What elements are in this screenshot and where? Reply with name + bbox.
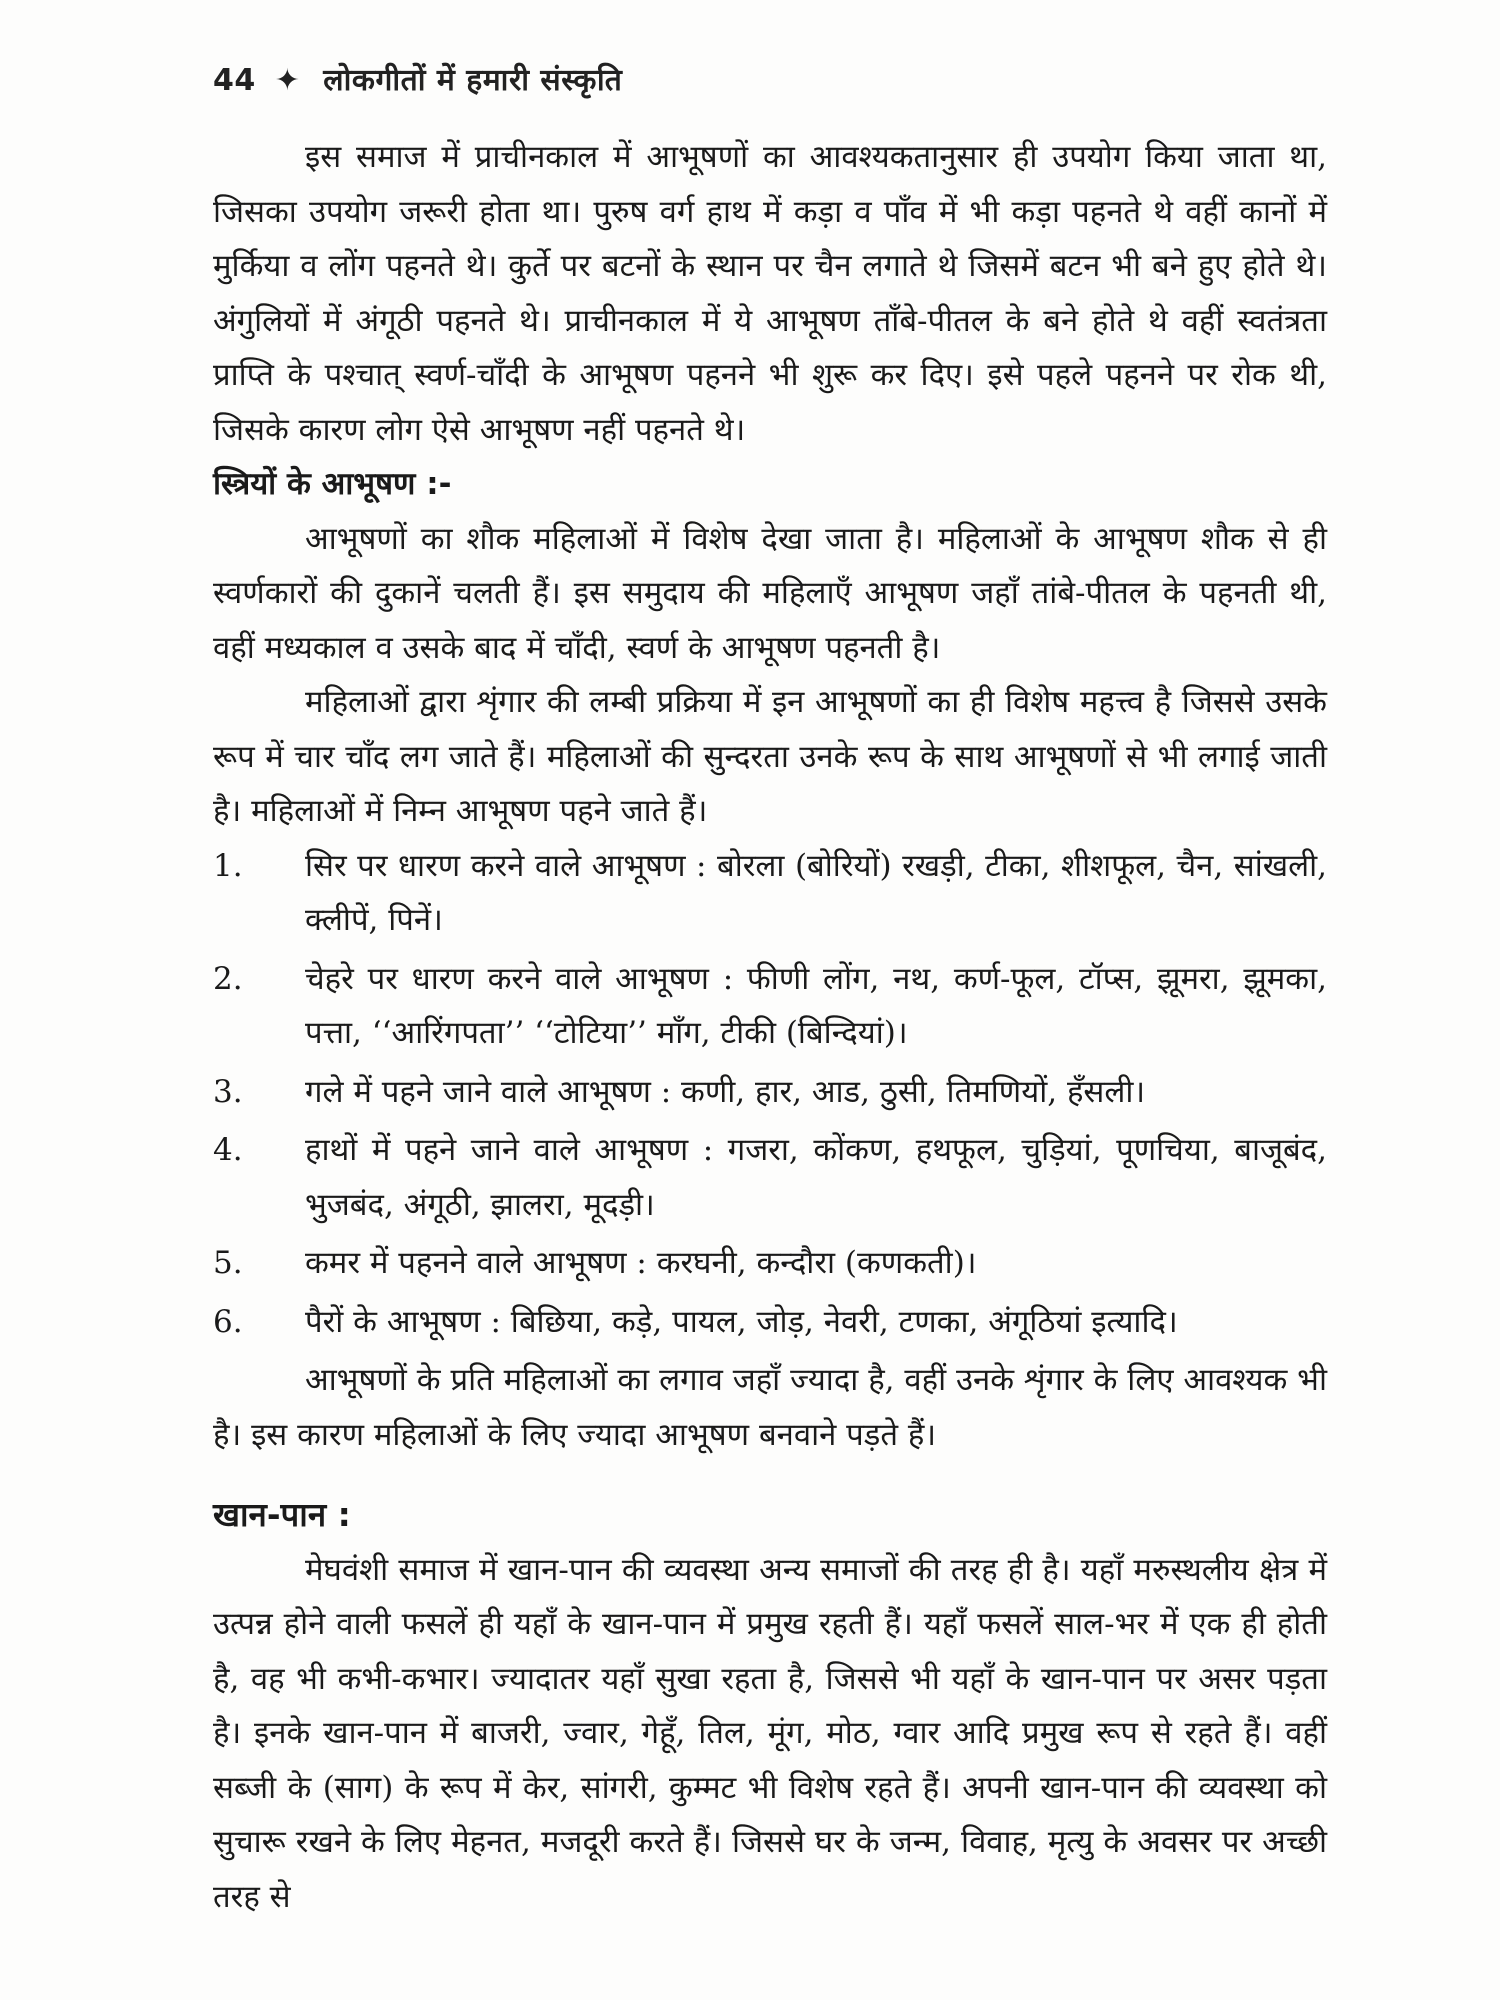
list-item-text: पैरों के आभूषण : बिछिया, कड़े, पायल, जोड़, नेवरी, टणका, अंगूठियां इत्यादि।: [305, 1303, 1178, 1340]
list-item: [213, 1065, 1327, 1120]
list-item: [213, 1236, 1327, 1291]
list-item-number: 4.: [213, 1132, 243, 1168]
heading-women-ornaments: स्त्रियों के आभूषण :-: [213, 466, 452, 502]
list-item-number: 2.: [213, 960, 243, 997]
list-item-text: चेहरे पर धारण करने वाले आभूषण : फीणी लोंग, नथ, कर्ण-फूल, टॉप्स, झूमरा, झूमका, पत्ता, ‘‘आरिंगपता’’ ‘‘टोटिया’’ माँग, टीकी (बिन्दियां)।: [305, 960, 1327, 1051]
list-item: [213, 1295, 1327, 1350]
intro-paragraph: इस समाज में प्राचीनकाल में आभूषणों का आवश्यकतानुसार ही उपयोग किया जाता था, जिसका उपयोग जरूरी होता था। पुरुष वर्ग हाथ में कड़ा व पाँव में भी कड़ा पहनते थे वहीं कानों में मुर्किया व लोंग पहनते थे। कुर्ते पर बटनों के स्थान पर चैन लगाते थे जिसमें बटन भी बने हुए होते थे। अंगुलियों में अंगूठी पहनते थे। प्राचीनकाल में ये आभूषण ताँबे-पीतल के बने होते थे वहीं स्वतंत्रता प्राप्ति के पश्चात् स्वर्ण-चाँदी के आभूषण पहनने भी शुरू कर दिए। इसे पहले पहनने पर रोक थी, जिसके कारण लोग ऐसे आभूषण नहीं पहनते थे।: [213, 139, 1327, 448]
ornament-list: [213, 839, 1327, 1350]
list-item: [213, 1123, 1327, 1232]
heading-food: खान-पान :: [213, 1495, 351, 1534]
women-paragraph-1: आभूषणों का शौक महिलाओं में विशेष देखा जाता है। महिलाओं के आभूषण शौक से ही स्वर्णकारों की दुकानें चलती हैं। इस समुदाय की महिलाएँ आभूषण जहाँ तांबे-पीतल के पहनती थी, वहीं मध्यकाल व उसके बाद में चाँदी, स्वर्ण के आभूषण पहनती है।: [213, 520, 1327, 666]
page-body: [213, 130, 1327, 1924]
list-item-text: सिर पर धारण करने वाले आभूषण : बोरला (बोरियों) रखड़ी, टीका, शीशफूल, चैन, सांखली, क्लीपें, पिनें।: [305, 847, 1327, 938]
list-item-number: 3.: [213, 1073, 243, 1110]
book-title: लोकगीतों में हमारी संस्कृति: [323, 63, 623, 98]
list-item-text: हाथों में पहने जाने वाले आभूषण : गजरा, कोंकण, हथफूल, चुड़ियां, पूणचिया, बाजूबंद, भुजबंद, अंगूठी, झालरा, मूदड़ी।: [305, 1132, 1327, 1223]
list-item-number: 5.: [213, 1245, 243, 1281]
women-paragraph-3: आभूषणों के प्रति महिलाओं का लगाव जहाँ ज्यादा है, वहीं उनके शृंगार के लिए आवश्यक भी है। इस कारण महिलाओं के लिए ज्यादा आभूषण बनवाने पड़ते हैं।: [213, 1362, 1327, 1453]
list-item-text: गले में पहने जाने वाले आभूषण : कणी, हार, आड, ठुसी, तिमणियों, हँसली।: [305, 1073, 1146, 1110]
list-item-number: 1.: [213, 847, 243, 884]
women-paragraph-2: महिलाओं द्वारा शृंगार की लम्बी प्रक्रिया में इन आभूषणों का ही विशेष महत्त्व है जिससे उसके रूप में चार चाँद लग जाते हैं। महिलाओं की सुन्दरता उनके रूप के साथ आभूषणों से भी लगाई जाती है। महिलाओं में निम्न आभूषण पहने जाते हैं।: [213, 684, 1327, 829]
list-item: [213, 839, 1327, 948]
running-header: [213, 58, 622, 99]
food-paragraph-1: मेघवंशी समाज में खान-पान की व्यवस्था अन्य समाजों की तरह ही है। यहाँ मरुस्थलीय क्षेत्र में उत्पन्न होने वाली फसलें ही यहाँ के खान-पान में प्रमुख रहती हैं। यहाँ फसलें साल-भर में एक ही होती है, वह भी कभी-कभार। ज्यादातर यहाँ सुखा रहता है, जिससे भी यहाँ के खान-पान पर असर पड़ता है। इनके खान-पान में बाजरी, ज्वार, गेहूँ, तिल, मूंग, मोठ, ग्वार आदि प्रमुख रूप से रहते हैं। वहीं सब्जी के (साग) के रूप में केर, सांगरी, कुम्मट भी विशेष रहते हैं। अपनी खान-पान की व्यवस्था को सुचारू रखने के लिए मेहनत, मजदूरी करते हैं। जिससे घर के जन्म, विवाह, मृत्यु के अवसर पर अच्छी तरह से: [213, 1551, 1327, 1915]
list-item: [213, 952, 1327, 1061]
star-ornament-icon: ✦: [274, 63, 301, 98]
list-item-number: 6.: [213, 1303, 243, 1340]
list-item-text: कमर में पहनने वाले आभूषण : करघनी, कन्दौरा (कणकती)।: [305, 1245, 977, 1281]
page-number: 44: [213, 63, 256, 98]
